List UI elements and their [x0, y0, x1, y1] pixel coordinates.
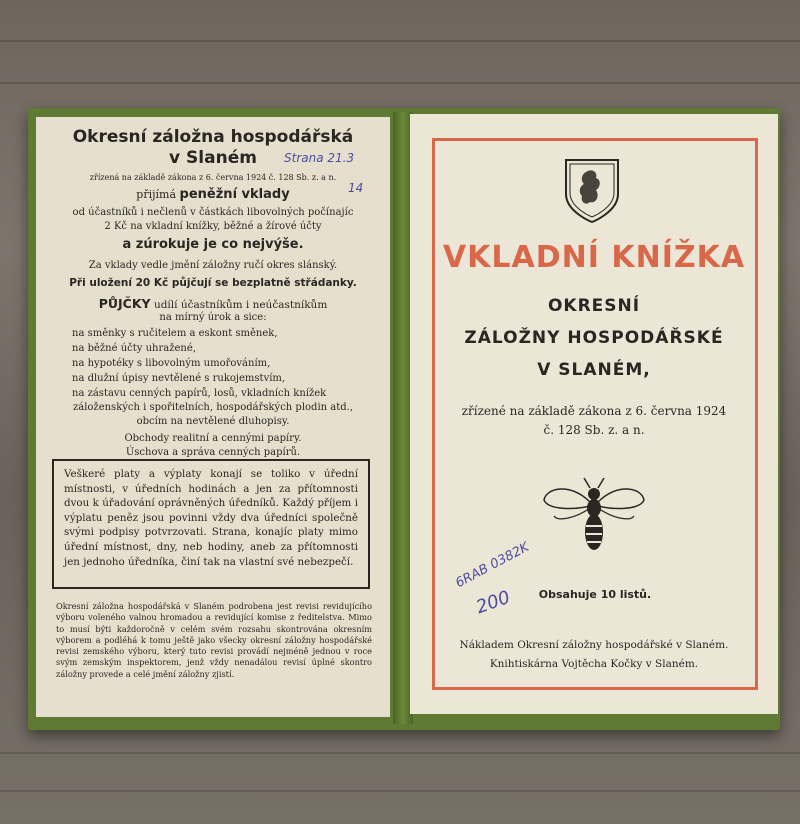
wood-grain — [0, 82, 800, 84]
accepts-deposits: peněžní vklady — [179, 187, 290, 202]
guarantee-line: Za vklady vedle jmění záložny ručí okres slánský. — [88, 260, 338, 271]
founded-line: zřízená na základě zákona z 6. června 1924 č. 128 Sb. z. a n. — [89, 173, 337, 182]
deposit-line-2: 2 Kč na vkladní knížky, běžné a žírové účty — [104, 221, 322, 232]
loans-bold: PŮJČKY — [98, 296, 151, 311]
booklet-title: VKLADNÍ KNÍŽKA — [442, 240, 746, 275]
loan-item: na zástavu cenných papírů, losů, vkladních knížek — [72, 388, 327, 399]
publisher-line: Nákladem Okresní záložny hospodářské v Slaném. — [459, 639, 729, 651]
wood-grain — [0, 790, 800, 792]
coat-of-arms-icon — [562, 156, 622, 226]
subtitle-line-1: OKRESNÍ — [547, 296, 641, 316]
founded-line-2: č. 128 Sb. z. a n. — [543, 423, 645, 437]
pages-count: Obsahuje 10 listů. — [538, 588, 652, 601]
subtitle-line-3: V SLANÉM, — [537, 360, 651, 380]
handwritten-number: 14 — [348, 181, 364, 195]
interest-line: a zúrokuje je co nejvýše. — [122, 237, 304, 252]
wood-grain — [0, 752, 800, 754]
handwritten-stamp: 6RAB 0382K — [453, 539, 532, 592]
loans-rate: na mírný úrok a sice: — [159, 312, 267, 323]
loan-continuation-2: obcím na nevtělené dluhopisy. — [136, 416, 290, 427]
left-page — [36, 117, 390, 717]
accepts-pre: přijímá — [136, 188, 177, 201]
handwritten-price: 200 — [473, 586, 513, 619]
bee-icon — [540, 474, 648, 560]
loans-rest: udílí účastníkům i neúčastníkům — [153, 299, 328, 311]
subtitle-line-2: ZÁLOŽNY HOSPODÁŘSKÉ — [464, 328, 724, 348]
realty-line: Obchody realitní a cennými papíry. — [124, 433, 302, 444]
loan-item: na dlužní úpisy nevtělené s rukojemstvím, — [72, 373, 286, 384]
bank-title: Okresní záložna hospodářská — [72, 127, 354, 147]
custody-line: Úschova a správa cenných papírů. — [125, 447, 301, 458]
piggy-bank-line: Při uložení 20 Kč půjčují se bezplatně střádanky. — [69, 277, 357, 289]
deposit-line-1: od účastníků i nečlenů v částkách libovolných počínajíc — [72, 207, 354, 218]
loan-item: na běžné účty uhražené, — [72, 343, 196, 354]
printer-line: Knihtiskárna Vojtěcha Kočky v Slaném. — [489, 658, 699, 670]
loans-heading — [36, 296, 390, 311]
audit-note: Okresní záložna hospodářská v Slaném podrobena jest revisi revidujícího výboru voleného valnou hromadou a revidující komise z ředitelstva. Mimo to musí býti každoročně v celém svém rozsahu skontrována okresním výborem a podléhá k tomu ještě jako všecky okresní záložny hospodářské revisi zemského výboru, který tuto revisi provádí nejméně jednou v roce svým zemským inspektorem, jenž vždy nenadálou revisí úplné skontro záložny provede a celé jmění záložny zjistí. — [56, 601, 372, 679]
handwritten-note: Strana 21.3 — [284, 151, 355, 165]
payment-rules-box: Veškeré platy a výplaty konají se toliko v úřední místnosti, v úředních hodinách a jen za přítomnosti dvou k úřadování oprávněných úředníků. Každý příjem i výplatu peněz jsou povinni vždy dva úředníci společně svými podpisy potvrzovati. Strana, konajíc platy mimo úřední místnost, dny, neb hodiny, aneb za přítomnosti jen jednoho úředníka, činí tak na vlastní své nebezpečí. — [52, 459, 370, 589]
loan-item: na směnky s ručitelem a eskont směnek, — [72, 328, 278, 339]
bank-location: v Slaném — [169, 148, 257, 168]
wood-grain — [0, 40, 800, 42]
loan-continuation-1: záloženských i spořitelních, hospodářských plodin atd., — [72, 402, 353, 413]
right-page — [410, 114, 778, 714]
founded-line-1: zřízené na základě zákona z 6. června 1924 — [461, 404, 727, 418]
accepts-line — [36, 187, 390, 202]
loan-item: na hypotéky s libovolným umořováním, — [72, 358, 271, 369]
